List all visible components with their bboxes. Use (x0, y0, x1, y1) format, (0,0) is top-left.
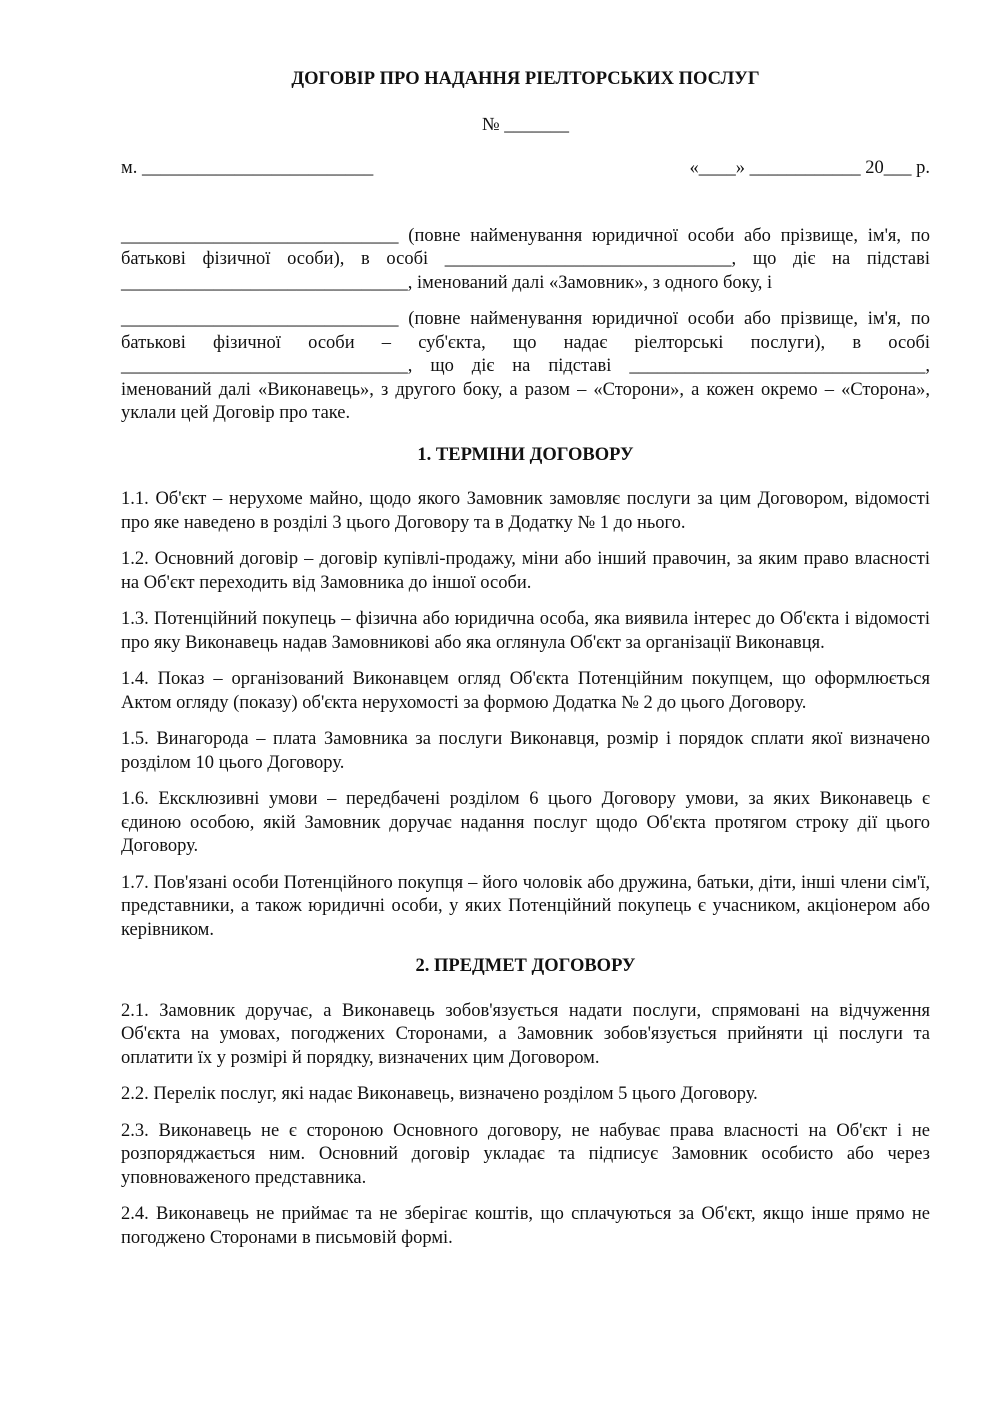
clause-1-6: 1.6. Ексклюзивні умови – передбачені розділом 6 цього Договору умови, за яких Виконавець є єдиною особою, якій Замовник доручає надання послуг щодо Об'єкта протягом строку дії цього Договору. (121, 789, 930, 856)
clause-1-4: 1.4. Показ – організований Виконавцем огляд Об'єкта Потенційним покупцем, що оформлюється Актом огляду (показу) об'єкта нерухомості за формою Додатка № 2 до цього Договору. (121, 669, 930, 713)
clause-2-4: 2.4. Виконавець не приймає та не зберігає коштів, що сплачуються за Об'єкт, якщо інше прямо не погоджено Сторонами в письмовій формі. (121, 1204, 930, 1248)
clause-1-3: 1.3. Потенційний покупець – фізична або юридична особа, яка виявила інтерес до Об'єкта і відомості про яку Виконавець надав Замовникові або яка оглянула Об'єкт за організації Виконавця. (121, 609, 930, 653)
clause-2-1: 2.1. Замовник доручає, а Виконавець зобов'язується надати послуги, спрямовані на відчуження Об'єкта на умовах, погоджених Сторонами, а Замовник зобов'язується прийняти ці послуги та оплатити їх у розмірі й порядку, визначених цим Договором. (121, 1000, 930, 1068)
date-field: «____» ____________ 20___ р. (689, 158, 930, 178)
city-date-line (121, 157, 930, 181)
clause-2-2: 2.2. Перелік послуг, які надає Виконавець, визначено розділом 5 цього Договору. (121, 1084, 758, 1104)
clause-1-2: 1.2. Основний договір – договір купівлі-продажу, міни або інший правочин, за яким право власності на Об'єкт переходить від Замовника до іншої особи. (121, 549, 930, 593)
section-heading: 1. ТЕРМІНИ ДОГОВОРУ (417, 444, 634, 465)
party-customer: ______________________________ (повне найменування юридичної особи або прізвище, ім'я, по батькові фізичної особи), в особі _______________________________, що діє на підставі _______________________________, іменований далі «Замовник», з одного боку, і (121, 225, 930, 293)
section-heading: 2. ПРЕДМЕТ ДОГОВОРУ (415, 956, 636, 976)
contract-number: № _______ (481, 114, 570, 135)
clause-2-3: 2.3. Виконавець не є стороною Основного договору, не набуває права власності на Об'єкт і не розпоряджається ним. Основний договір укладає та підписує Замовник особисто або через уповноваженого представника. (121, 1120, 930, 1188)
clause-1-7: 1.7. Пов'язані особи Потенційного покупця – його чоловік або дружина, батьки, діти, інші члени сім'ї, представники, а також юридичні особи, у яких Потенційний покупець є учасником, акціонером або керівником. (121, 872, 930, 940)
city-field: м. _________________________ (121, 158, 374, 178)
clause-1-1: 1.1. Об'єкт – нерухоме майно, щодо якого Замовник замовляє послуги за цим Договором, відомості про яке наведено в розділі 3 цього Договору та в Додатку № 1 до нього. (121, 489, 930, 533)
party-contractor: ______________________________ (повне найменування юридичної особи або прізвище, ім'я, по батькові фізичної особи – суб'єкта, що надає ріелторські послуги), в особі _______________________________, що діє на підставі ________________________________, іменований далі «Виконавець», з другого боку, а разом – «Сторони», а кожен окремо – «Сторона», уклали цей Договір про таке. (121, 309, 930, 423)
clause-1-5: 1.5. Винагорода – плата Замовника за послуги Виконавця, розмір і порядок сплати якої визначено розділом 10 цього Договору. (121, 729, 930, 773)
document-title: ДОГОВІР ПРО НАДАННЯ РІЕЛТОРСЬКИХ ПОСЛУГ (291, 69, 760, 89)
